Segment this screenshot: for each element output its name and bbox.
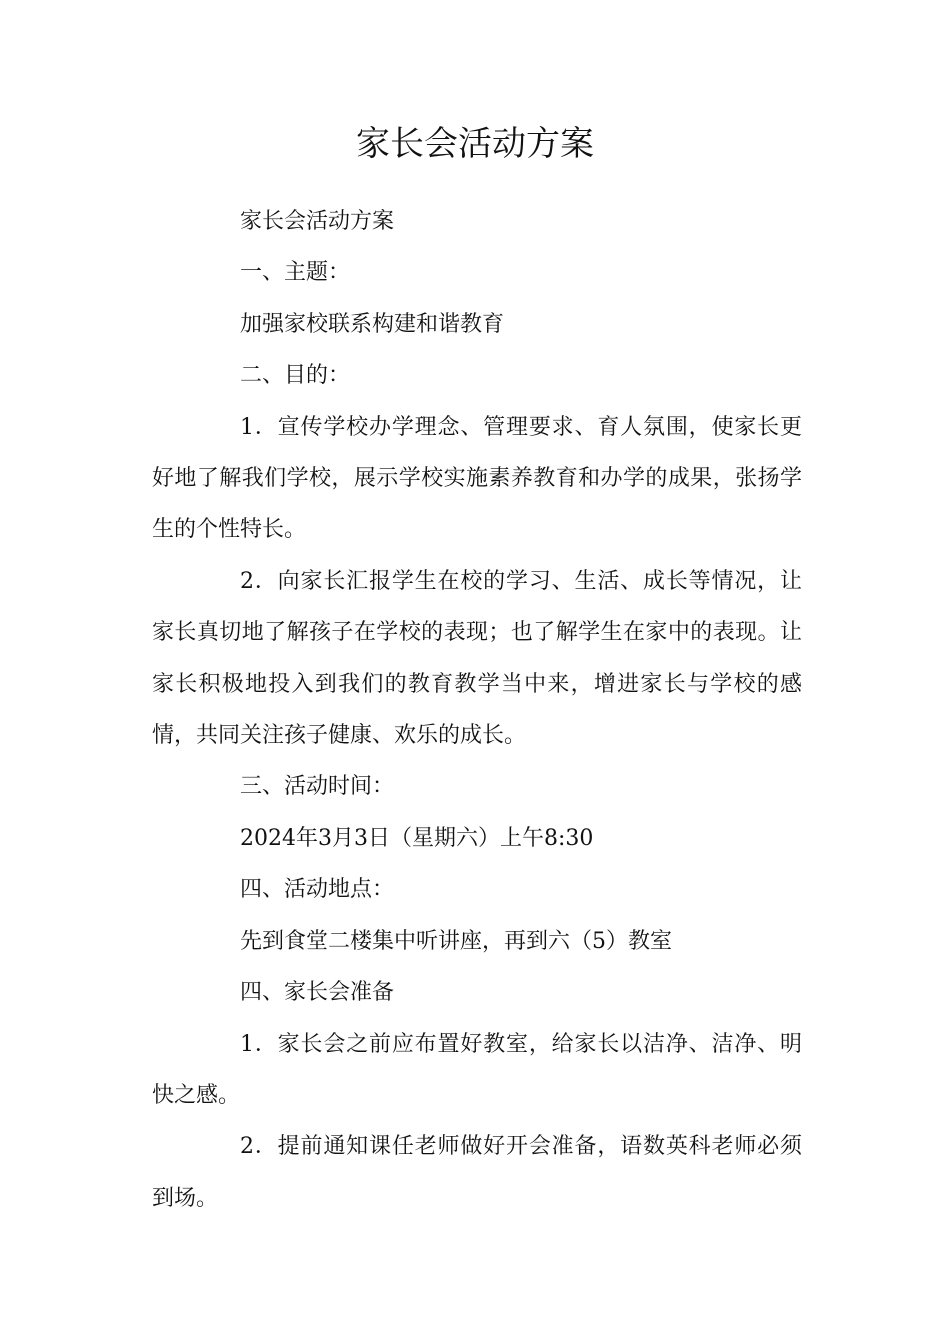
paragraph-preparation-2: 2．提前通知课任老师做好开会准备，语数英科老师必须到场。 (152, 1134, 802, 1211)
paragraph-time: 2024年3月3日（星期六）上午8:30 (240, 825, 594, 851)
paragraph-location: 先到食堂二楼集中听讲座，再到六（5）教室 (240, 928, 672, 954)
section-heading-theme: 一、主题： (240, 260, 351, 286)
paragraph-preparation-1: 1．家长会之前应布置好教室，给家长以洁净、洁净、明快之感。 (152, 1031, 802, 1108)
section-heading-time: 三、活动时间： (240, 774, 395, 800)
paragraph-purpose-2: 2．向家长汇报学生在校的学习、生活、成长等情况，让家长真切地了解孩子在学校的表现；也了解学生在家中的表现。让家长积极地投入到我们的教育教学当中来，增进家长与学校的感情，共同关注孩子健康、欢乐的成长。 (152, 568, 802, 749)
document-body (152, 196, 802, 1224)
section-heading-purpose: 二、目的： (240, 363, 351, 389)
paragraph-subtitle: 家长会活动方案 (240, 209, 395, 234)
document-title: 家长会活动方案 (356, 124, 594, 164)
paragraph-theme: 加强家校联系构建和谐教育 (240, 311, 505, 337)
section-heading-preparation: 四、家长会准备 (240, 980, 395, 1006)
section-heading-location: 四、活动地点： (240, 877, 395, 903)
paragraph-purpose-1: 1．宣传学校办学理念、管理要求、育人氛围，使家长更好地了解我们学校，展示学校实施素养教育和办学的成果，张扬学生的个性特长。 (152, 414, 802, 543)
